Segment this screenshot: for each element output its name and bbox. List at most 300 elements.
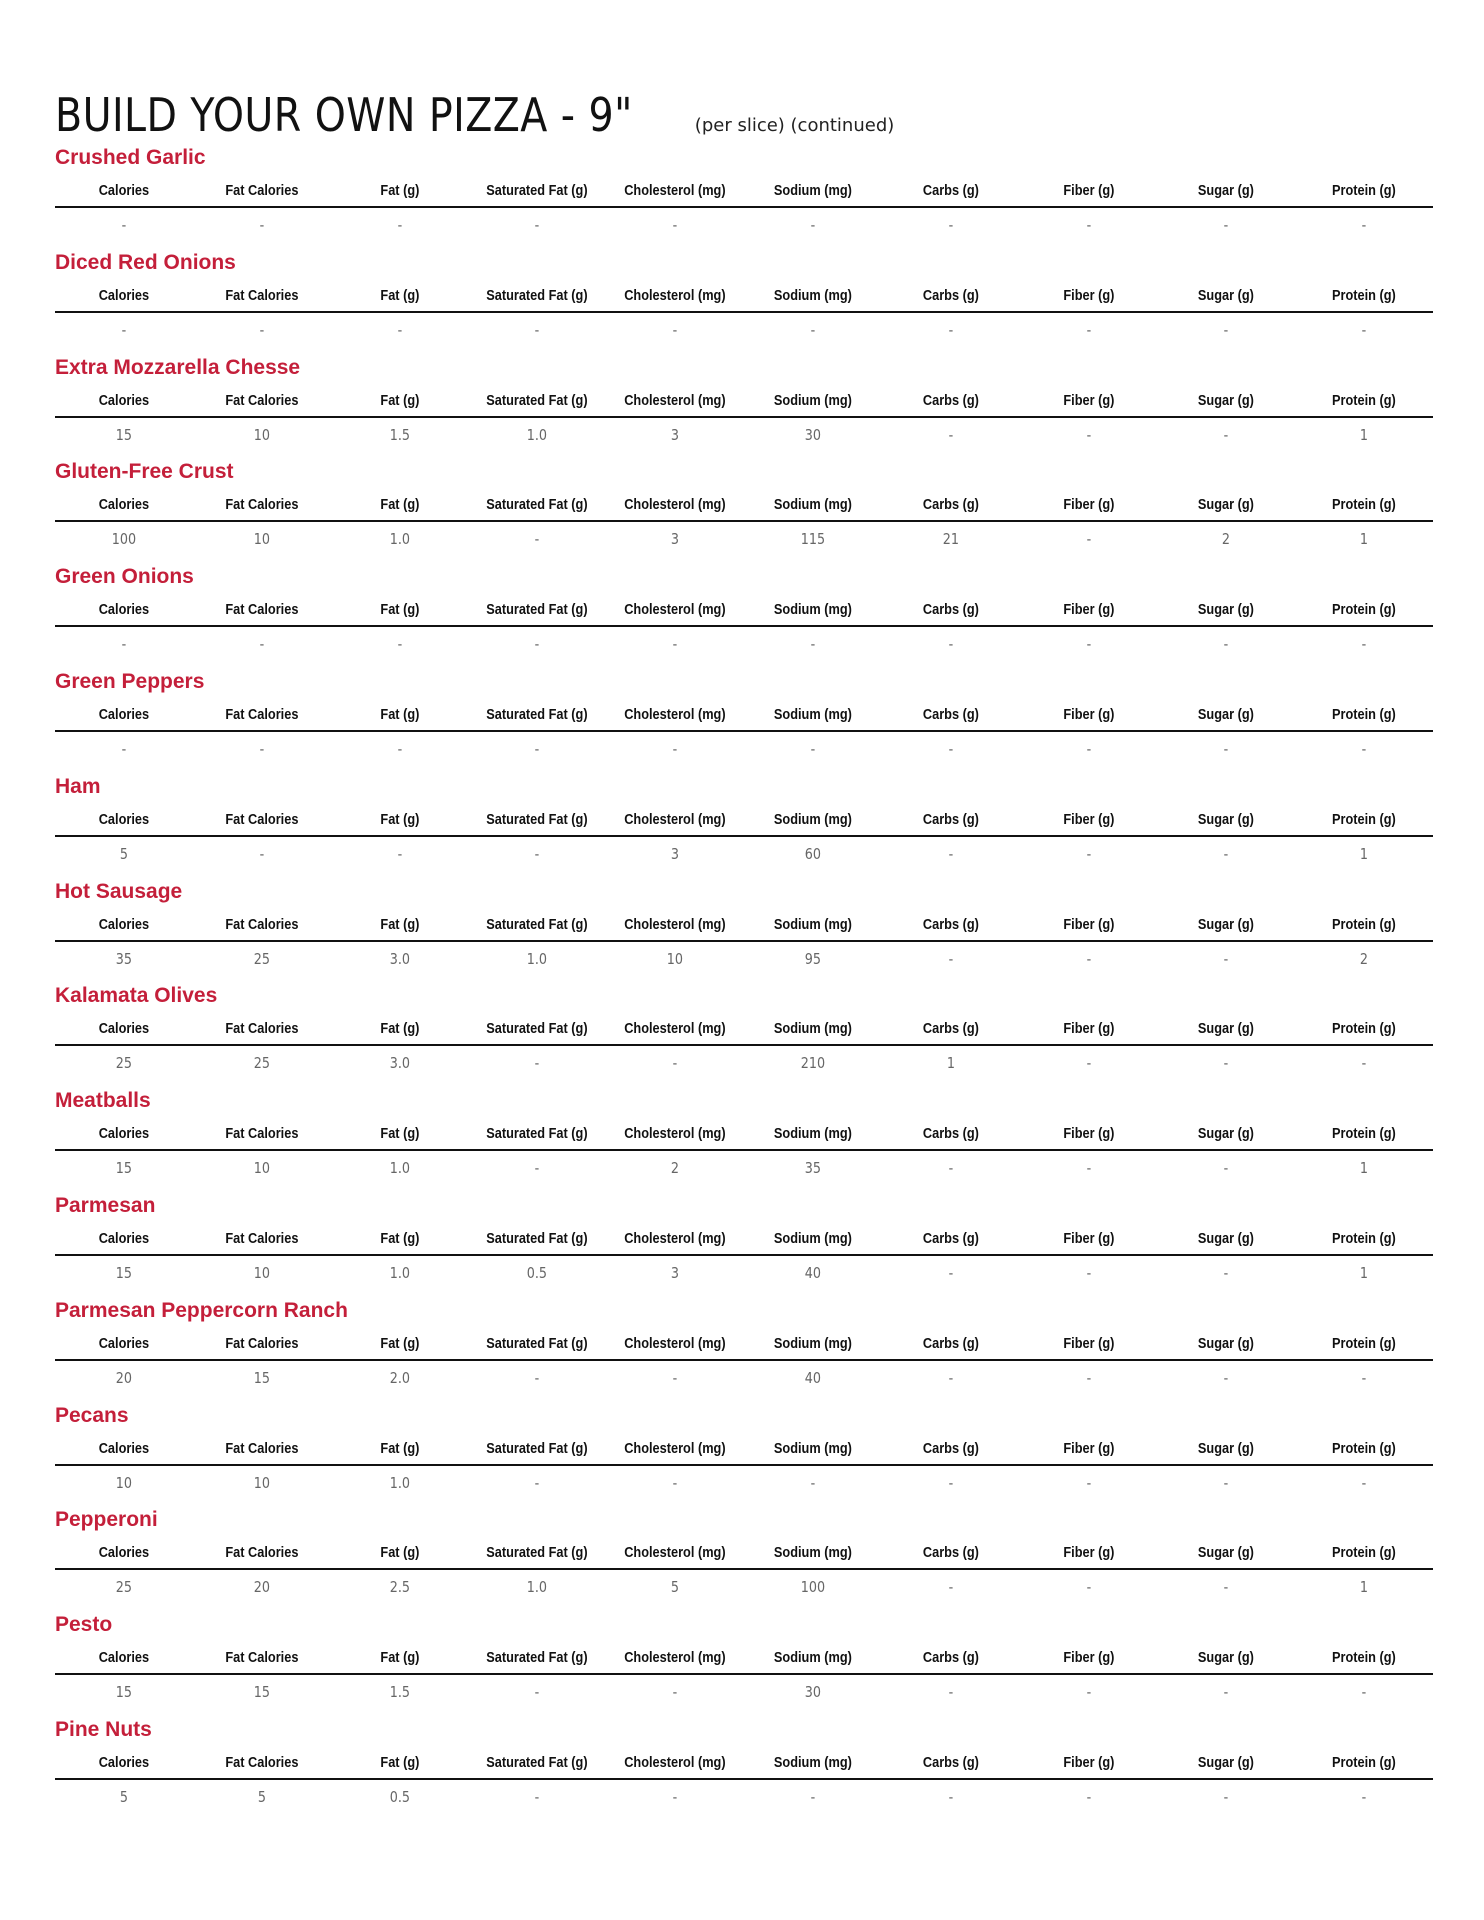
nutrition-section	[55, 1081, 1433, 1186]
value-cell: -	[121, 320, 127, 339]
value-cell: 1.5	[389, 1683, 410, 1702]
column-header: Fiber (g)	[1062, 602, 1114, 619]
title-row	[55, 68, 1433, 142]
column-header: Saturated Fat (g)	[486, 706, 588, 723]
value-cell: 10	[115, 1473, 133, 1492]
value-cell: -	[1361, 1787, 1367, 1806]
column-header: Fat (g)	[380, 183, 419, 199]
value-cell: -	[1086, 530, 1091, 549]
value-cell: 1.0	[389, 1473, 410, 1492]
nutrition-section	[55, 138, 1433, 243]
column-header: Sodium (mg)	[773, 1754, 852, 1771]
column-header: Carbs (g)	[922, 1440, 979, 1457]
value-cell: -	[1086, 1368, 1091, 1387]
value-cell: -	[534, 1683, 540, 1702]
value-cell: 1	[1360, 1578, 1369, 1597]
value-cell: -	[810, 320, 816, 339]
value-cell: -	[397, 216, 402, 234]
value-row	[55, 423, 1433, 447]
column-header: Fiber (g)	[1062, 1230, 1114, 1247]
column-header: Carbs (g)	[922, 916, 979, 933]
nutrition-section	[55, 662, 1433, 767]
column-header: Saturated Fat (g)	[486, 392, 588, 409]
column-header: Saturated Fat (g)	[486, 287, 588, 304]
value-cell: -	[810, 739, 816, 758]
column-header: Fat (g)	[380, 811, 419, 828]
value-cell: 1	[1360, 530, 1369, 549]
value-cell: -	[948, 425, 953, 444]
column-header: Cholesterol (mg)	[624, 1126, 726, 1143]
column-header: Calories	[98, 602, 150, 619]
page-subtitle: (per slice) (continued)	[694, 115, 895, 136]
column-header: Cholesterol (mg)	[624, 811, 726, 828]
column-header: Cholesterol (mg)	[624, 183, 726, 199]
value-cell: 2.5	[389, 1578, 410, 1597]
value-cell: 2	[671, 1159, 680, 1178]
value-cell: -	[259, 320, 264, 339]
column-header: Carbs (g)	[922, 392, 979, 409]
nutrition-section	[55, 1291, 1433, 1396]
section-title: Diced Red Onions	[55, 250, 236, 274]
value-cell: 5	[119, 844, 128, 863]
value-cell: -	[1361, 1683, 1367, 1702]
column-header: Saturated Fat (g)	[486, 1754, 588, 1771]
column-header: Sodium (mg)	[773, 1126, 852, 1143]
column-header: Fat Calories	[225, 1440, 299, 1457]
value-cell: 1.0	[527, 949, 548, 968]
column-header: Carbs (g)	[922, 1230, 979, 1247]
column-header: Sugar (g)	[1198, 1335, 1255, 1352]
value-cell: 2.0	[389, 1368, 410, 1387]
column-header: Saturated Fat (g)	[486, 916, 588, 933]
column-header: Fat Calories	[225, 811, 299, 828]
nutrition-section	[55, 767, 1433, 872]
value-cell: -	[1223, 844, 1229, 863]
value-cell: -	[1361, 635, 1367, 654]
value-row	[55, 947, 1433, 971]
value-cell: -	[1086, 1054, 1091, 1073]
column-header: Carbs (g)	[922, 811, 979, 828]
column-header: Fat (g)	[380, 1754, 419, 1771]
section-title: Parmesan	[55, 1193, 156, 1217]
section-title: Meatballs	[55, 1089, 151, 1113]
column-header-row	[55, 1645, 1433, 1675]
value-cell: -	[1361, 320, 1367, 339]
column-header: Cholesterol (mg)	[624, 497, 726, 514]
column-header-row	[55, 1226, 1433, 1256]
column-header: Calories	[98, 183, 150, 199]
value-cell: 40	[804, 1263, 821, 1282]
value-cell: -	[259, 216, 264, 234]
column-header: Sodium (mg)	[773, 183, 852, 199]
value-cell: -	[1086, 949, 1091, 968]
column-header: Saturated Fat (g)	[486, 497, 588, 514]
column-header: Carbs (g)	[922, 1126, 979, 1143]
value-cell: -	[672, 739, 678, 758]
column-header: Fiber (g)	[1062, 916, 1114, 933]
column-header: Sugar (g)	[1198, 602, 1255, 619]
column-header: Cholesterol (mg)	[624, 1440, 726, 1457]
nutrition-section	[55, 348, 1433, 453]
column-header: Carbs (g)	[922, 1545, 979, 1562]
column-header-row	[55, 1540, 1433, 1570]
value-cell: -	[672, 635, 678, 654]
nutrition-sections	[55, 138, 1433, 1815]
value-cell: 3.0	[389, 1054, 410, 1073]
column-header: Protein (g)	[1332, 916, 1396, 933]
column-header: Sodium (mg)	[773, 1440, 852, 1457]
column-header: Saturated Fat (g)	[486, 183, 588, 199]
value-cell: -	[948, 739, 953, 758]
value-cell: -	[121, 635, 127, 654]
value-cell: -	[1086, 844, 1091, 863]
value-cell: 60	[804, 844, 821, 863]
value-cell: -	[1086, 1787, 1091, 1806]
column-header: Saturated Fat (g)	[486, 1440, 588, 1457]
nutrition-section	[55, 1710, 1433, 1815]
value-cell: 25	[115, 1054, 133, 1073]
value-cell: 3	[671, 425, 680, 444]
column-header: Fiber (g)	[1062, 811, 1114, 828]
column-header: Fat Calories	[225, 392, 299, 409]
column-header: Sodium (mg)	[773, 497, 852, 514]
column-header: Fat (g)	[380, 1650, 419, 1667]
value-cell: -	[1223, 1787, 1229, 1806]
column-header: Protein (g)	[1332, 1126, 1396, 1143]
column-header: Protein (g)	[1332, 287, 1396, 304]
value-cell: -	[1223, 1578, 1229, 1597]
value-cell: 15	[115, 425, 133, 444]
column-header: Sugar (g)	[1198, 1440, 1255, 1457]
value-cell: -	[948, 844, 953, 863]
value-cell: -	[948, 216, 953, 234]
value-cell: 1	[1360, 1159, 1369, 1178]
value-cell: -	[1361, 1473, 1367, 1492]
column-header: Fat Calories	[225, 183, 299, 199]
value-cell: 0.5	[527, 1263, 548, 1282]
value-cell: -	[121, 739, 127, 758]
column-header: Sodium (mg)	[773, 392, 852, 409]
column-header: Fat Calories	[225, 1230, 299, 1247]
value-cell: 25	[115, 1578, 133, 1597]
column-header-row	[55, 1331, 1433, 1361]
value-cell: 1.0	[389, 1263, 410, 1282]
value-cell: -	[948, 1683, 953, 1702]
value-cell: 10	[666, 949, 684, 968]
section-title: Extra Mozzarella Chesse	[55, 355, 301, 379]
value-cell: -	[948, 635, 953, 654]
value-cell: -	[1223, 1473, 1229, 1492]
value-cell: -	[259, 635, 264, 654]
column-header: Fat Calories	[225, 1545, 299, 1562]
column-header: Calories	[98, 1230, 150, 1247]
value-cell: 1.0	[527, 1578, 548, 1597]
value-cell: -	[1223, 1054, 1229, 1073]
column-header: Fiber (g)	[1062, 1126, 1114, 1143]
value-cell: -	[534, 1473, 540, 1492]
value-cell: -	[1223, 1368, 1229, 1387]
section-title: Green Onions	[55, 565, 194, 589]
value-cell: 15	[115, 1683, 133, 1702]
column-header: Sugar (g)	[1198, 706, 1255, 723]
value-cell: -	[810, 1473, 816, 1492]
value-cell: 3	[671, 844, 680, 863]
value-cell: -	[397, 635, 402, 654]
column-header-row	[55, 1436, 1433, 1466]
column-header: Fat Calories	[225, 287, 299, 304]
value-cell: -	[1086, 739, 1091, 758]
value-cell: 1.0	[389, 1159, 410, 1178]
value-cell: -	[534, 1054, 540, 1073]
value-cell: -	[1223, 216, 1229, 234]
value-cell: -	[534, 635, 540, 654]
column-header-row	[55, 178, 1433, 208]
value-row	[55, 1156, 1433, 1180]
value-cell: -	[1086, 1473, 1091, 1492]
column-header: Sodium (mg)	[773, 916, 852, 933]
value-cell: 35	[115, 949, 133, 968]
value-cell: -	[672, 216, 678, 234]
column-header: Protein (g)	[1332, 392, 1396, 409]
value-cell: 100	[800, 1578, 826, 1597]
column-header: Calories	[98, 1545, 150, 1562]
column-header: Fiber (g)	[1062, 392, 1114, 409]
value-cell: -	[1086, 1683, 1091, 1702]
value-cell: 25	[253, 1054, 270, 1073]
value-row	[55, 632, 1433, 656]
value-cell: 3.0	[389, 949, 410, 968]
value-cell: -	[1086, 216, 1091, 234]
column-header: Fat (g)	[380, 497, 419, 514]
value-cell: -	[948, 1368, 953, 1387]
section-title: Parmesan Peppercorn Ranch	[55, 1298, 348, 1322]
column-header: Fat Calories	[225, 916, 299, 933]
value-cell: 210	[800, 1054, 826, 1073]
column-header: Fat Calories	[225, 602, 299, 619]
value-cell: -	[397, 844, 402, 863]
value-cell: 100	[111, 530, 137, 549]
value-cell: -	[534, 320, 540, 339]
value-cell: -	[948, 1473, 953, 1492]
column-header: Cholesterol (mg)	[624, 602, 726, 619]
section-title: Pine Nuts	[55, 1717, 152, 1741]
column-header: Carbs (g)	[922, 287, 979, 304]
value-cell: -	[397, 739, 402, 758]
column-header: Fiber (g)	[1062, 287, 1114, 304]
value-cell: 1.5	[389, 425, 410, 444]
value-row	[55, 1261, 1433, 1285]
value-cell: -	[810, 216, 816, 234]
column-header: Sodium (mg)	[773, 1545, 852, 1562]
value-cell: 30	[804, 425, 821, 444]
value-cell: -	[1086, 425, 1091, 444]
value-cell: 5	[257, 1787, 266, 1806]
column-header: Calories	[98, 1650, 150, 1667]
column-header: Cholesterol (mg)	[624, 392, 726, 409]
column-header: Calories	[98, 497, 150, 514]
value-cell: -	[1086, 320, 1091, 339]
column-header: Protein (g)	[1332, 1650, 1396, 1667]
nutrition-section	[55, 243, 1433, 348]
column-header: Fat (g)	[380, 602, 419, 619]
value-cell: 1	[1360, 844, 1369, 863]
value-cell: 95	[804, 949, 821, 968]
column-header: Fiber (g)	[1062, 1021, 1114, 1038]
value-cell: 20	[115, 1368, 133, 1387]
column-header-row	[55, 1016, 1433, 1046]
column-header: Calories	[98, 1335, 150, 1352]
value-cell: -	[1223, 635, 1229, 654]
value-cell: 10	[253, 1263, 270, 1282]
column-header: Carbs (g)	[922, 497, 979, 514]
value-cell: -	[810, 635, 816, 654]
value-cell: 0.5	[389, 1787, 410, 1806]
value-cell: -	[1223, 1683, 1229, 1702]
column-header: Fiber (g)	[1062, 1335, 1114, 1352]
column-header: Protein (g)	[1332, 602, 1396, 619]
column-header-row	[55, 1121, 1433, 1151]
value-cell: -	[1361, 1368, 1367, 1387]
column-header: Cholesterol (mg)	[624, 1754, 726, 1771]
value-cell: -	[534, 739, 540, 758]
value-row	[55, 737, 1433, 761]
column-header: Fat (g)	[380, 1335, 419, 1352]
column-header: Fiber (g)	[1062, 1650, 1114, 1667]
column-header: Calories	[98, 916, 150, 933]
value-cell: -	[1223, 320, 1229, 339]
value-cell: -	[1361, 739, 1367, 758]
column-header: Sodium (mg)	[773, 602, 852, 619]
value-cell: -	[948, 1578, 953, 1597]
column-header: Protein (g)	[1332, 1230, 1396, 1247]
value-cell: 3	[671, 1263, 680, 1282]
value-cell: -	[534, 1368, 540, 1387]
column-header: Fat Calories	[225, 1126, 299, 1143]
value-cell: 10	[253, 1473, 270, 1492]
value-cell: -	[259, 739, 264, 758]
nutrition-section	[55, 976, 1433, 1081]
column-header: Carbs (g)	[922, 1335, 979, 1352]
column-header: Sugar (g)	[1198, 1021, 1255, 1038]
column-header: Carbs (g)	[922, 183, 979, 199]
value-cell: -	[672, 1054, 678, 1073]
section-title: Green Peppers	[55, 669, 205, 693]
column-header-row	[55, 492, 1433, 522]
column-header: Sugar (g)	[1198, 392, 1255, 409]
value-cell: 10	[253, 1159, 270, 1178]
column-header: Saturated Fat (g)	[486, 811, 588, 828]
value-cell: -	[1086, 635, 1091, 654]
column-header: Carbs (g)	[922, 1021, 979, 1038]
column-header: Cholesterol (mg)	[624, 916, 726, 933]
column-header: Saturated Fat (g)	[486, 1021, 588, 1038]
value-cell: -	[1223, 1159, 1229, 1178]
column-header: Sodium (mg)	[773, 1335, 852, 1352]
value-cell: -	[672, 1683, 678, 1702]
nutrition-section	[55, 872, 1433, 977]
column-header: Fat (g)	[380, 287, 419, 304]
column-header: Saturated Fat (g)	[486, 1650, 588, 1667]
column-header: Calories	[98, 1126, 150, 1143]
section-title: Crushed Garlic	[55, 146, 206, 169]
value-cell: 5	[671, 1578, 680, 1597]
column-header: Cholesterol (mg)	[624, 287, 726, 304]
nutrition-section	[55, 452, 1433, 557]
column-header-row	[55, 597, 1433, 627]
column-header: Sugar (g)	[1198, 287, 1255, 304]
column-header: Sugar (g)	[1198, 1230, 1255, 1247]
column-header: Sugar (g)	[1198, 1545, 1255, 1562]
section-title: Ham	[55, 774, 101, 798]
value-cell: -	[534, 530, 540, 549]
value-row	[55, 213, 1433, 237]
column-header: Fat (g)	[380, 392, 419, 409]
value-cell: -	[1223, 425, 1229, 444]
column-header: Saturated Fat (g)	[486, 602, 588, 619]
column-header: Protein (g)	[1332, 1440, 1396, 1457]
value-row	[55, 1366, 1433, 1390]
value-cell: 21	[942, 530, 959, 549]
value-cell: -	[948, 320, 953, 339]
value-cell: 1	[946, 1054, 955, 1073]
column-header: Cholesterol (mg)	[624, 1021, 726, 1038]
column-header-row	[55, 912, 1433, 942]
column-header: Calories	[98, 287, 150, 304]
page-title: BUILD YOUR OWN PIZZA - 9"	[55, 88, 633, 142]
value-cell: -	[534, 844, 540, 863]
nutrition-section	[55, 1186, 1433, 1291]
value-cell: 15	[253, 1368, 270, 1387]
section-title: Pesto	[55, 1613, 113, 1637]
nutrition-section	[55, 557, 1433, 662]
value-cell: -	[672, 1787, 678, 1806]
section-title: Hot Sausage	[55, 879, 183, 903]
value-cell: 1	[1360, 425, 1369, 444]
value-cell: -	[1223, 949, 1229, 968]
value-cell: 20	[253, 1578, 270, 1597]
column-header: Fat Calories	[225, 706, 299, 723]
column-header: Saturated Fat (g)	[486, 1230, 588, 1247]
column-header: Sugar (g)	[1198, 497, 1255, 514]
column-header: Fat (g)	[380, 1440, 419, 1457]
value-cell: 35	[804, 1159, 821, 1178]
column-header: Fiber (g)	[1062, 183, 1114, 199]
column-header: Calories	[98, 1754, 150, 1771]
column-header: Saturated Fat (g)	[486, 1335, 588, 1352]
nutrition-section	[55, 1500, 1433, 1605]
value-row	[55, 1051, 1433, 1075]
value-row	[55, 842, 1433, 866]
nutrition-section	[55, 1605, 1433, 1710]
column-header-row	[55, 388, 1433, 418]
value-row	[55, 318, 1433, 342]
value-cell: 15	[115, 1263, 133, 1282]
value-cell: -	[121, 216, 127, 234]
value-cell: 30	[804, 1683, 821, 1702]
column-header: Protein (g)	[1332, 497, 1396, 514]
column-header: Saturated Fat (g)	[486, 1126, 588, 1143]
section-title: Kalamata Olives	[55, 984, 218, 1008]
column-header: Protein (g)	[1332, 811, 1396, 828]
value-row	[55, 1680, 1433, 1704]
value-cell: -	[672, 1473, 678, 1492]
column-header: Sodium (mg)	[773, 1650, 852, 1667]
value-cell: -	[1086, 1578, 1091, 1597]
value-row	[55, 1575, 1433, 1599]
value-cell: -	[1086, 1263, 1091, 1282]
value-cell: -	[397, 320, 402, 339]
column-header: Sodium (mg)	[773, 1230, 852, 1247]
